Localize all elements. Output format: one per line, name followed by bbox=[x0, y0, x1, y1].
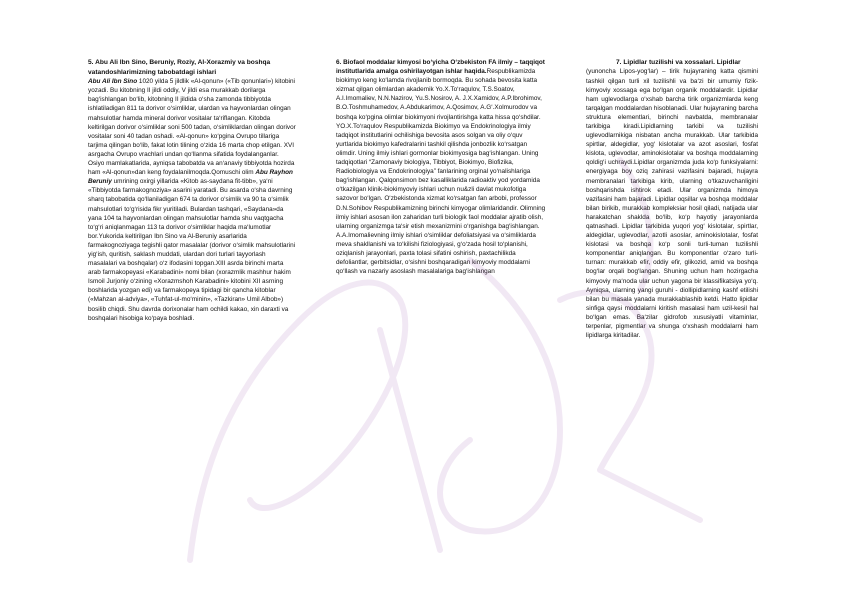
section-5-text-2: umrining oxirgi yillarida «Kitob as-saydana fit-tibb», ya‘ni «Tibbiyotda farmakognoziya» asarini yaratadi. Bu asarda o‘sha davrning sharq tabobatida qo‘llaniladigan 674 ta dorivor o‘simlik va 90 ta o‘simlik mahsulotlari to‘g‘risida fikr yuritiladi. Bulardan tashqari, «Saydana»da yana 104 ta hayvonlardan olingan mahsulotlar hamda shu vaqtgacha to‘g‘ri aniqlanmagan 113 ta dorivor o‘simliklar haqida ma‘lumotlar bor.Yukorida keltirilgan Ibn Sino va Al-Beruniy asarlarida farmakognoziyaga tegishli qator masalalar (dorivor o‘simlik mahsulotlarini yig‘ish, quritish, saklash muddati, ulardan dori turlari tayyorlash masalalari va boshqalar) o‘z ifodasini topgan.XIII asrda birinchi marta arab farmakopeyasi «Karabadini» nomi bilan (xorazmlik mashhur hakim Ismoil Jurjoniy o‘zining «Xorazmshoh Karabadini» kitobini XII asrning boshlarida yozgan edi) va farmakopeya tipidagi bir qancha kitoblar («Mahzan al-adviya», «Tuhfat-ul-mo‘minin», «Tazkiran» Umil Albob») bosilib chiqdi. Shu davrda dorixonalar ham ochildi kakao, xin daraxti va boshqalari hisobiga ko‘paya boshladi. bbox=[88, 178, 296, 322]
section-5-text-1: 1020 yilda 5 jildlik «Al-qonun» («Tib qonunlari») kitobini yozadi. Bu kitobning II jildi oddiy, V jildi esa murakkab dorilarga bag‘ishlangan bo‘lib, kitobning II jildida o‘sha zamonda tibbiyotda ishlatiladigan 811 ta dorivor o‘simliklar, ulardan va hayvonlardan olingan mahsulotlar hamda mineral dorivor vositalar ta‘riflangan. Kitobda keltirilgan dorivor o‘simliklar soni 500 tadan, o‘simliklardan olingan dorivor vositalar soni 40 tadan oshadi. «Al-qonun» ko‘pgina Ovrupo tillariga tarjima qilingan bo‘lib, fakat lotin tilining o‘zida 16 marta chop etilgan. XVI asrgacha Ovrupo vrachlari undan qo‘llanma sifatida foydalanganlar. Osiyo mamlakatlarida, ayniqsa tabobatda va an‘anaviy tibbiyotda hozirda ham «Al-qonun»dan keng foydalanilmoqda.Qomuschi olim bbox=[88, 78, 296, 177]
section-5-body bbox=[88, 77, 296, 323]
author-ibn-sino: Abu Ali Ibn Sino bbox=[88, 78, 138, 86]
watermark-stroke-3 bbox=[440, 260, 560, 532]
section-6-body bbox=[336, 58, 546, 276]
watermark-stroke-2 bbox=[380, 330, 440, 550]
column-3 bbox=[586, 58, 758, 340]
column-2 bbox=[336, 58, 546, 276]
section-6-text: Respublikamizda biokimyo keng ko‘lamda rivojlanib bormoqda. Bu sohada bevosita katta xizmat qilgan olimlardan akademik Yo.X.To‘raqulov, T.S.Soatov, A.I.Imomaliev, N.N.Nazirov, Yu.S.Nosirov, A. J.X.Xamidov, A.P.Ibrohimov, B.O.Toshmuhamedov, A.Abdukarimov, A.Qosimov, A.G‘.Xolmurodov va boshqa ko‘pgina olimlar biokimyoni rivojlantirishga katta hissa qo‘shdilar. YO.X.To‘raqulov Respublikamizda Biokimyo va Endokrinologiya ilmiy tadqiqot institutlarini ochilishiga bevosita asos solgan va oliy o‘quv yurtlarida biokimyo kafedralarini tashkil qilishda jonbozlik ko‘rsatgan olimdir. Uning ilmiy ishlari gormonlar biokimyosiga bag‘ishlangan. Uning tadqiqotlari “Zamonaviy biologiya, Tibbiyot, Biokimyo, Biofizika, Radiobiologiya va Endokrinologiya” fanlarining orginal yo‘nalishlariga bag‘ishlangan. Qalqonsimon bez kasalliklarida radioaktiv yod yordamida o‘tkazilgan klinik-biokimyoviy ishlari uchun nu&zli davlat mukofotiga sazovor bo‘lgan. O‘zbekistonda xizmat ko‘rsatgan fan arbobi, professor D.N.Sohibov Respublikamizning birinchi kimyogar olimlaridandir. Olimning ilmiy ishlari asosan ilon zaharidan turli biologik faol moddalar ajratib olish, ularning organizmga ta‘sir etish mexanizmini o‘rganishga bag‘ishlangan. A.A.Imomalievning ilmiy ishlari o‘simliklar defoliatsiyasi va o‘simliklarda meva shakllanishi va to‘kilishi fiziologiyasi, g‘o‘zada hosil to‘planishi, oziqlanish jarayonlari, paxta tolasi sifatini oshirish, paxtachilikda defoliantlar, gerbitsidlar, o‘sishni boshqaradigan kimyoviy moddalarni qo‘llash va nazariy asoslash masalalariga bag‘ishlangan bbox=[336, 68, 546, 276]
section-6-title: 6. Biofaol moddalar kimyosi bo‘yicha O‘zbekiston FA ilmiy – taqqiqot institutlarida amalga oshirilayotgan ishlar haqida. bbox=[336, 59, 545, 76]
section-7-body: (yunoncha Lipos-yog‘lar) – tirik hujayraning katta qismini tashkil qilgan turli xil tuzilishli va ba‘zi bir umumiy fizik-kimyoviy xossaga ega bo‘lgan organik moddalardir. Lipidlar ham uglevodlarga o‘xshab barcha tirik organizmlarda keng tarqalgan moddalardan hisoblanadi. Ular hujayraning barcha struktura elementlari, birinchi navbatda, membranalar tarkibiga kiradi.Lipidlarning tarkibi va tuzilishi uglevodlarnikiga nisbatan ancha murakkab. Ular tarkibida spirtlar, aldegidlar, yog‘ kislotalar va azot asoslari, fosfat kislota, uglevodlar, aminokislotalar va boshqa moddalarning qoldig‘i uchraydi.Lipidlar organizmda juda ko‘p funksiyalarni: energiyaga boy oziq zahirasi vazifasini bajaradi, hujayra membranalari tarkibiga kirib, ularning o‘tkazuvchanligini boshqarishda ishtirok etadi. Ular organizmda himoya vazifasini ham bajaradi. Lipidlar oqsillar va boshqa moddalar bilan birikib, murakkab kompleksiar hosil qiladi, natijada ular harakatchan shaklda bo‘lib, ko‘p hayotiy jarayonlarda qatnashadi. Lipidlar tarkibida yuqori yog‘ kislotalar, spirtlar, aldegidlar, uglevodlar, azotli asoslar, aminokislotalar, fosfat kislotasi va boshqa ko‘p sonli turli-tuman tuzilishli komponentlar aniqlangan. Bu komponentlar o‘zaro turli-turnan: murakkab efir, oddiy efir, glikozid, amid va boshqa bog‘lar orqali bog‘langan. Shuning uchun ham hozirgacha kimyoviy ma‘noda ular uchun yagona bir klassifikatsiya yo‘q. Ayniqsa, ularning yangi guruhi - diollipidlarning kashf etilishi bilan bu masala yanada murakkablashib ketdi. Hatto lipidlar sinfiga qaysi moddalarni kiritish masalasi ham uzil-kesil hal bo‘lgan emas. Ba‘zilar gidrofob xususiyatli vitaminlar, terpenlar, pigmentlar va shunga o‘xshash moddalarni ham lipidlarga kiritadilar. bbox=[586, 68, 758, 340]
section-7-title: 7. Lipidlar tuzilishi va xossalari. Lipidlar bbox=[616, 59, 741, 66]
watermark-stroke-1 bbox=[190, 283, 405, 560]
author-beruniy: Abu Rayhon Beruniy bbox=[88, 169, 293, 186]
section-5-title: 5. Abu Ali Ibn Sino, Beruniy, Roziy, Al-Xorazmiy va boshqa vatandoshlarimizning tabobatdagi ishlari bbox=[88, 59, 271, 76]
column-1 bbox=[88, 58, 296, 323]
